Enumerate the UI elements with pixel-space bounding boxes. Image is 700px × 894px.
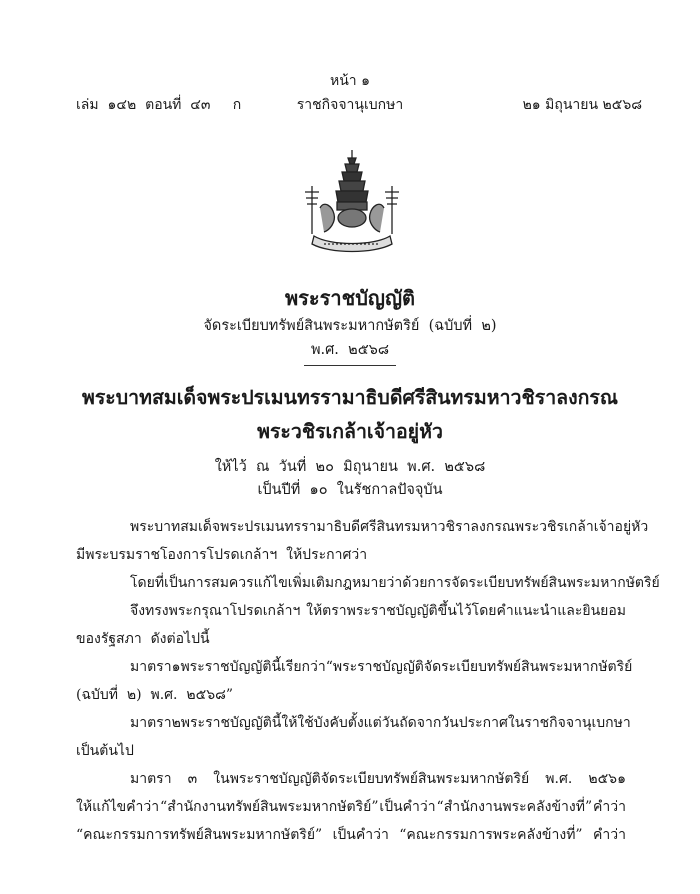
section-3-new-committee: “คณะกรรมการพระคลังข้างที่” xyxy=(399,827,583,843)
section-3-line3 xyxy=(76,825,626,845)
section-1-line2: (ฉบับที่ ๒) พ.ศ. ๒๕๖๘” xyxy=(76,687,234,703)
section-3-number: ๓ xyxy=(187,771,198,787)
section-3-old-office: “สำนักงานทรัพย์สินพระมหากษัตริย์” xyxy=(160,799,379,815)
section-1-quote: “พระราชบัญญัติจัดระเบียบทรัพย์สินพระมหากษัตริย์ xyxy=(325,659,633,675)
section-3-to-2: เป็นคำว่า xyxy=(332,827,389,843)
enactment-b: ให้ตราพระราชบัญญัติขึ้นไว้โดยคำแนะนำและยินยอม xyxy=(306,603,626,619)
section-3-label: มาตรา xyxy=(130,771,172,787)
preamble-monarch-suffix: พระวชิรเกล้าเจ้าอยู่หัว xyxy=(514,519,649,535)
section-3-to: เป็นคำว่า xyxy=(379,799,436,815)
section-3-era: พ.ศ. xyxy=(545,771,573,787)
section-2-number: ๒ xyxy=(171,715,181,731)
section-2-label: มาตรา xyxy=(130,715,172,731)
section-3-text: ในพระราชบัญญัติจัดระเบียบทรัพย์สินพระมหากษัตริย์ xyxy=(213,771,530,787)
section-3-line1 xyxy=(130,769,626,789)
preamble-line1 xyxy=(130,517,649,537)
preamble-monarch: พระบาทสมเด็จพระปรเมนทรรามาธิบดีศรีสินทรมหาวชิราลงกรณ xyxy=(130,519,515,535)
section-1-text: พระราชบัญญัตินี้เรียกว่า xyxy=(180,659,326,675)
gazette-header-row xyxy=(0,96,700,114)
section-1-number: ๑ xyxy=(171,659,181,675)
volume-issue: เล่ม ๑๔๒ ตอนที่ ๔๓ ก xyxy=(76,97,242,113)
section-1-label: มาตรา xyxy=(130,659,172,675)
section-1-line1 xyxy=(130,657,633,677)
royal-emblem-icon xyxy=(290,148,414,256)
section-2-text: พระราชบัญญัตินี้ให้ใช้บังคับตั้งแต่วันถัดจากวันประกาศในราชกิจจานุเบกษา xyxy=(180,715,631,731)
enactment-line1 xyxy=(130,601,626,621)
section-3-year: ๒๕๖๑ xyxy=(588,771,626,787)
monarch-name-line2: พระวชิรเกล้าเจ้าอยู่หัว xyxy=(257,420,443,443)
act-title: พระราชบัญญัติ xyxy=(285,286,415,310)
section-3-amend: ให้แก้ไขคำว่า xyxy=(76,799,160,815)
section-3-line2 xyxy=(76,797,626,817)
enactment-line2: ของรัฐสภา ดังต่อไปนี้ xyxy=(76,631,210,647)
gazette-name: ราชกิจจานุเบกษา xyxy=(296,97,404,113)
title-divider xyxy=(304,365,396,366)
given-date: ให้ไว้ ณ วันที่ ๒๐ มิถุนายน พ.ศ. ๒๕๖๘ xyxy=(214,459,486,475)
page-number: หน้า ๑ xyxy=(330,73,370,89)
reign-year: เป็นปีที่ ๑๐ ในรัชกาลปัจจุบัน xyxy=(257,482,443,498)
section-3-word-2: คำว่า xyxy=(593,827,626,843)
monarch-name-line1: พระบาทสมเด็จพระปรเมนทรรามาธิบดีศรีสินทรมหาวชิราลงกรณ xyxy=(81,386,618,409)
section-3-new-office: “สำนักงานพระคลังข้างที่” xyxy=(436,799,593,815)
section-2-line1 xyxy=(130,713,631,733)
act-year: พ.ศ. ๒๕๖๘ xyxy=(310,342,390,358)
enactment-a: จึงทรงพระกรุณาโปรดเกล้าฯ xyxy=(130,603,301,619)
reason-paragraph: โดยที่เป็นการสมควรแก้ไขเพิ่มเติมกฎหมายว่าด้วยการจัดระเบียบทรัพย์สินพระมหากษัตริย์ xyxy=(130,575,660,591)
publication-date: ๒๑ มิถุนายน ๒๕๖๘ xyxy=(522,97,642,113)
preamble-line2: มีพระบรมราชโองการโปรดเกล้าฯ ให้ประกาศว่า xyxy=(76,547,368,563)
section-2-line2: เป็นต้นไป xyxy=(76,743,134,759)
section-3-word: คำว่า xyxy=(593,799,626,815)
section-3-old-committee: “คณะกรรมการทรัพย์สินพระมหากษัตริย์” xyxy=(76,827,323,843)
act-subtitle: จัดระเบียบทรัพย์สินพระมหากษัตริย์ (ฉบับที่ ๒) xyxy=(203,318,497,334)
